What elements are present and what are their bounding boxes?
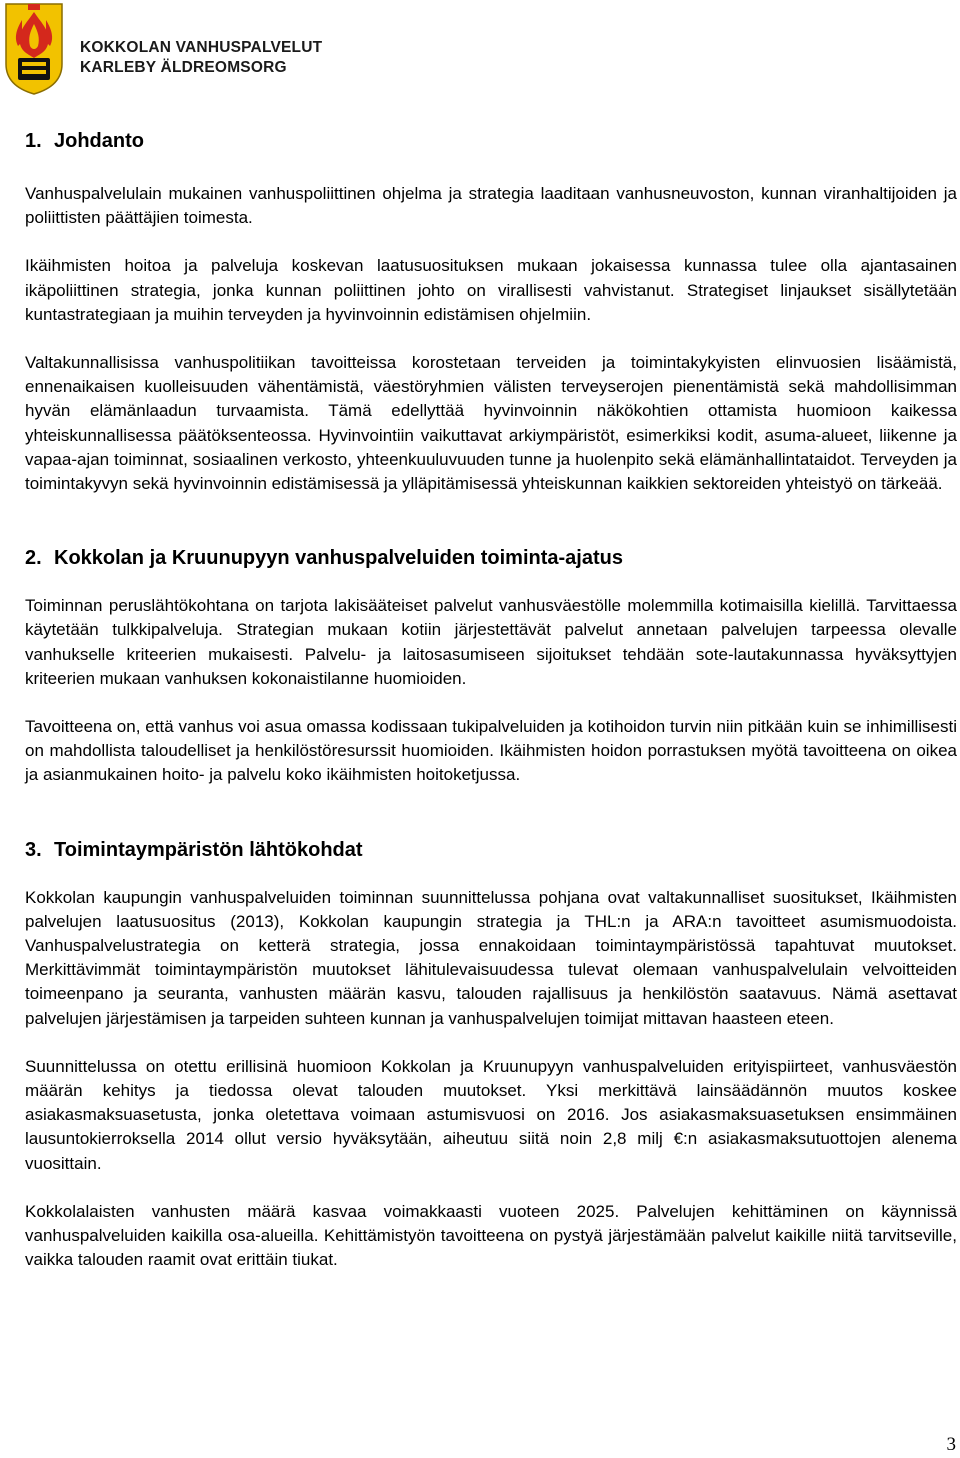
section-heading-1 [25, 127, 957, 155]
paragraph: Suunnittelussa on otettu erillisinä huomioon Kokkolan ja Kruunupyyn vanhuspalveluiden erityispiirteet, vanhusväestön määrän kehitys ja tiedossa olevat talouden muutokset. Yksi merkittävä lainsäädännön muutos koskee asiakasmaksuasetusta, jonka oletettava voimaan astumisvuosi on 2016. Jos asiakasmaksuasetuksen ensimmäinen lausuntokierroksella 2014 ollut versio hyväksytään, aiheutuu siitä noin 2,8 milj €:n asiakasmaksutuottojen alenema vuosittain. [25, 1056, 957, 1173]
org-name-finnish: KOKKOLAN VANHUSPALVELUT [80, 39, 323, 56]
section-heading-3 [25, 836, 957, 864]
paragraph: Kokkolan kaupungin vanhuspalveluiden toiminnan suunnittelussa pohjana ovat valtakunnalliset suositukset, Ikäihmisten palvelujen laatusuositus (2013), Kokkolan kaupungin strategia ja THL:n ja ARA:n tavoitteet asumismuodoista. Vanhuspalvelustrategia on ketterä strategia, jossa ennakoidaan toimintaympäristössä tapahtuvat muutokset. Merkittävimmät toimintaympäristön muutokset lähitulevaisuudessa tulevat olemaan vanhuspalvelulain velvoitteiden toimeenpano ja seuranta, vanhusten määrän kasvu, talouden rajallisuus ja henkilöstön saatavuus. Nämä asettavat palvelujen järjestämisen ja tarpeiden suhteen kunnan ja vanhuspalvelujen toimijat mittavan haasteen eteen. [25, 887, 957, 1028]
section-number: 3. [25, 838, 42, 861]
org-name-swedish: KARLEBY ÄLDREOMSORG [80, 59, 287, 76]
section-heading-2 [25, 544, 957, 572]
organization-name [80, 38, 322, 78]
paragraph: Kokkolalaisten vanhusten määrä kasvaa voimakkaasti vuoteen 2025. Palvelujen kehittäminen on käynnissä vanhuspalveluiden kaikilla osa-alueilla. Kehittämistyön tavoitteena on pystyä järjestämään palvelut kaikille niitä tarvitseville, vaikka talouden raamit ovat erittäin tiukat. [25, 1201, 957, 1270]
page-number: 3 [946, 1434, 956, 1455]
paragraph: Vanhuspalvelulain mukainen vanhuspoliittinen ohjelma ja strategia laaditaan vanhusneuvoston, kunnan viranhaltijoiden ja poliittisten päättäjien toimesta. [25, 184, 957, 228]
section-title: Kokkolan ja Kruunupyyn vanhuspalveluiden toiminta-ajatus [54, 547, 623, 570]
page-header [0, 0, 960, 100]
section-number: 2. [25, 547, 42, 570]
paragraph: Valtakunnallisissa vanhuspolitiikan tavoitteissa korostetaan terveiden ja toimintakykyisten elinvuosien lisäämistä, ennenaikaisen kuolleisuuden vähentämistä, väestöryhmien välisten terveyserojen pienentämistä sekä mahdollisimman hyvän elämänlaadun turvaamista. Tämä edellyttää hyvinvoinnin näkökohtien ottamista huomioon kaikessa yhteiskunnallisessa päätöksenteossa. Hyvinvointiin vaikuttavat arkiympäristöt, esimerkiksi kodit, asuma-alueet, liikenne ja vapaa-ajan toiminnat, sosiaalinen verkosto, yhteenkuuluvuuden tunne ja huolenpito sekä elämänhallintataidot. Terveyden ja toimintakyvyn sekä hyvinvoinnin edistämisessä ja ylläpitämisessä yhteiskunnan kaikkien sektoreiden yhteistyö on tärkeää. [25, 353, 957, 494]
document-body [25, 127, 957, 1273]
paragraph: Ikäihmisten hoitoa ja palveluja koskevan laatusuosituksen mukaan jokaisessa kunnassa tulee olla ajantasainen ikäpoliittinen strategia, jonka kunnan poliittinen johto on virallisesti vahvistanut. Strategiset linjaukset sisällytetään kuntastrategiaan ja muihin terveyden ja hyvinvoinnin edistämisen ohjelmiin. [25, 256, 957, 324]
section-title: Toimintaympäristön lähtökohdat [54, 838, 363, 861]
paragraph: Tavoitteena on, että vanhus voi asua omassa kodissaan tukipalveluiden ja kotihoidon turvin niin pitkään kuin se inhimillisesti on mahdollista taloudelliset ja henkilöstöresurssit huomioiden. Ikäihmisten hoidon porrastuksen myötä tavoitteena on oikea ja asianmukainen hoito- ja palvelu koko ikäihmisten hoitoketjussa. [25, 717, 957, 785]
paragraph: Toiminnan peruslähtökohtana on tarjota lakisääteiset palvelut vanhusväestölle molemmilla kotimaisilla kielillä. Tarvittaessa käytetään tulkkipalveluja. Strategian mukaan kotiin järjestettävät palvelut annetaan palvelujen tarpeessa olevalle vanhukselle kriteerien mukaisesti. Palvelu- ja laitosasumiseen sijoitukset tehdään sote-lautakunnassa hyväksyttyjen kriteerien mukaan vanhuksen kokonaistilanne huomioiden. [25, 596, 957, 688]
section-title: Johdanto [54, 130, 144, 152]
coat-of-arms-icon [4, 2, 64, 96]
section-number: 1. [25, 130, 42, 152]
